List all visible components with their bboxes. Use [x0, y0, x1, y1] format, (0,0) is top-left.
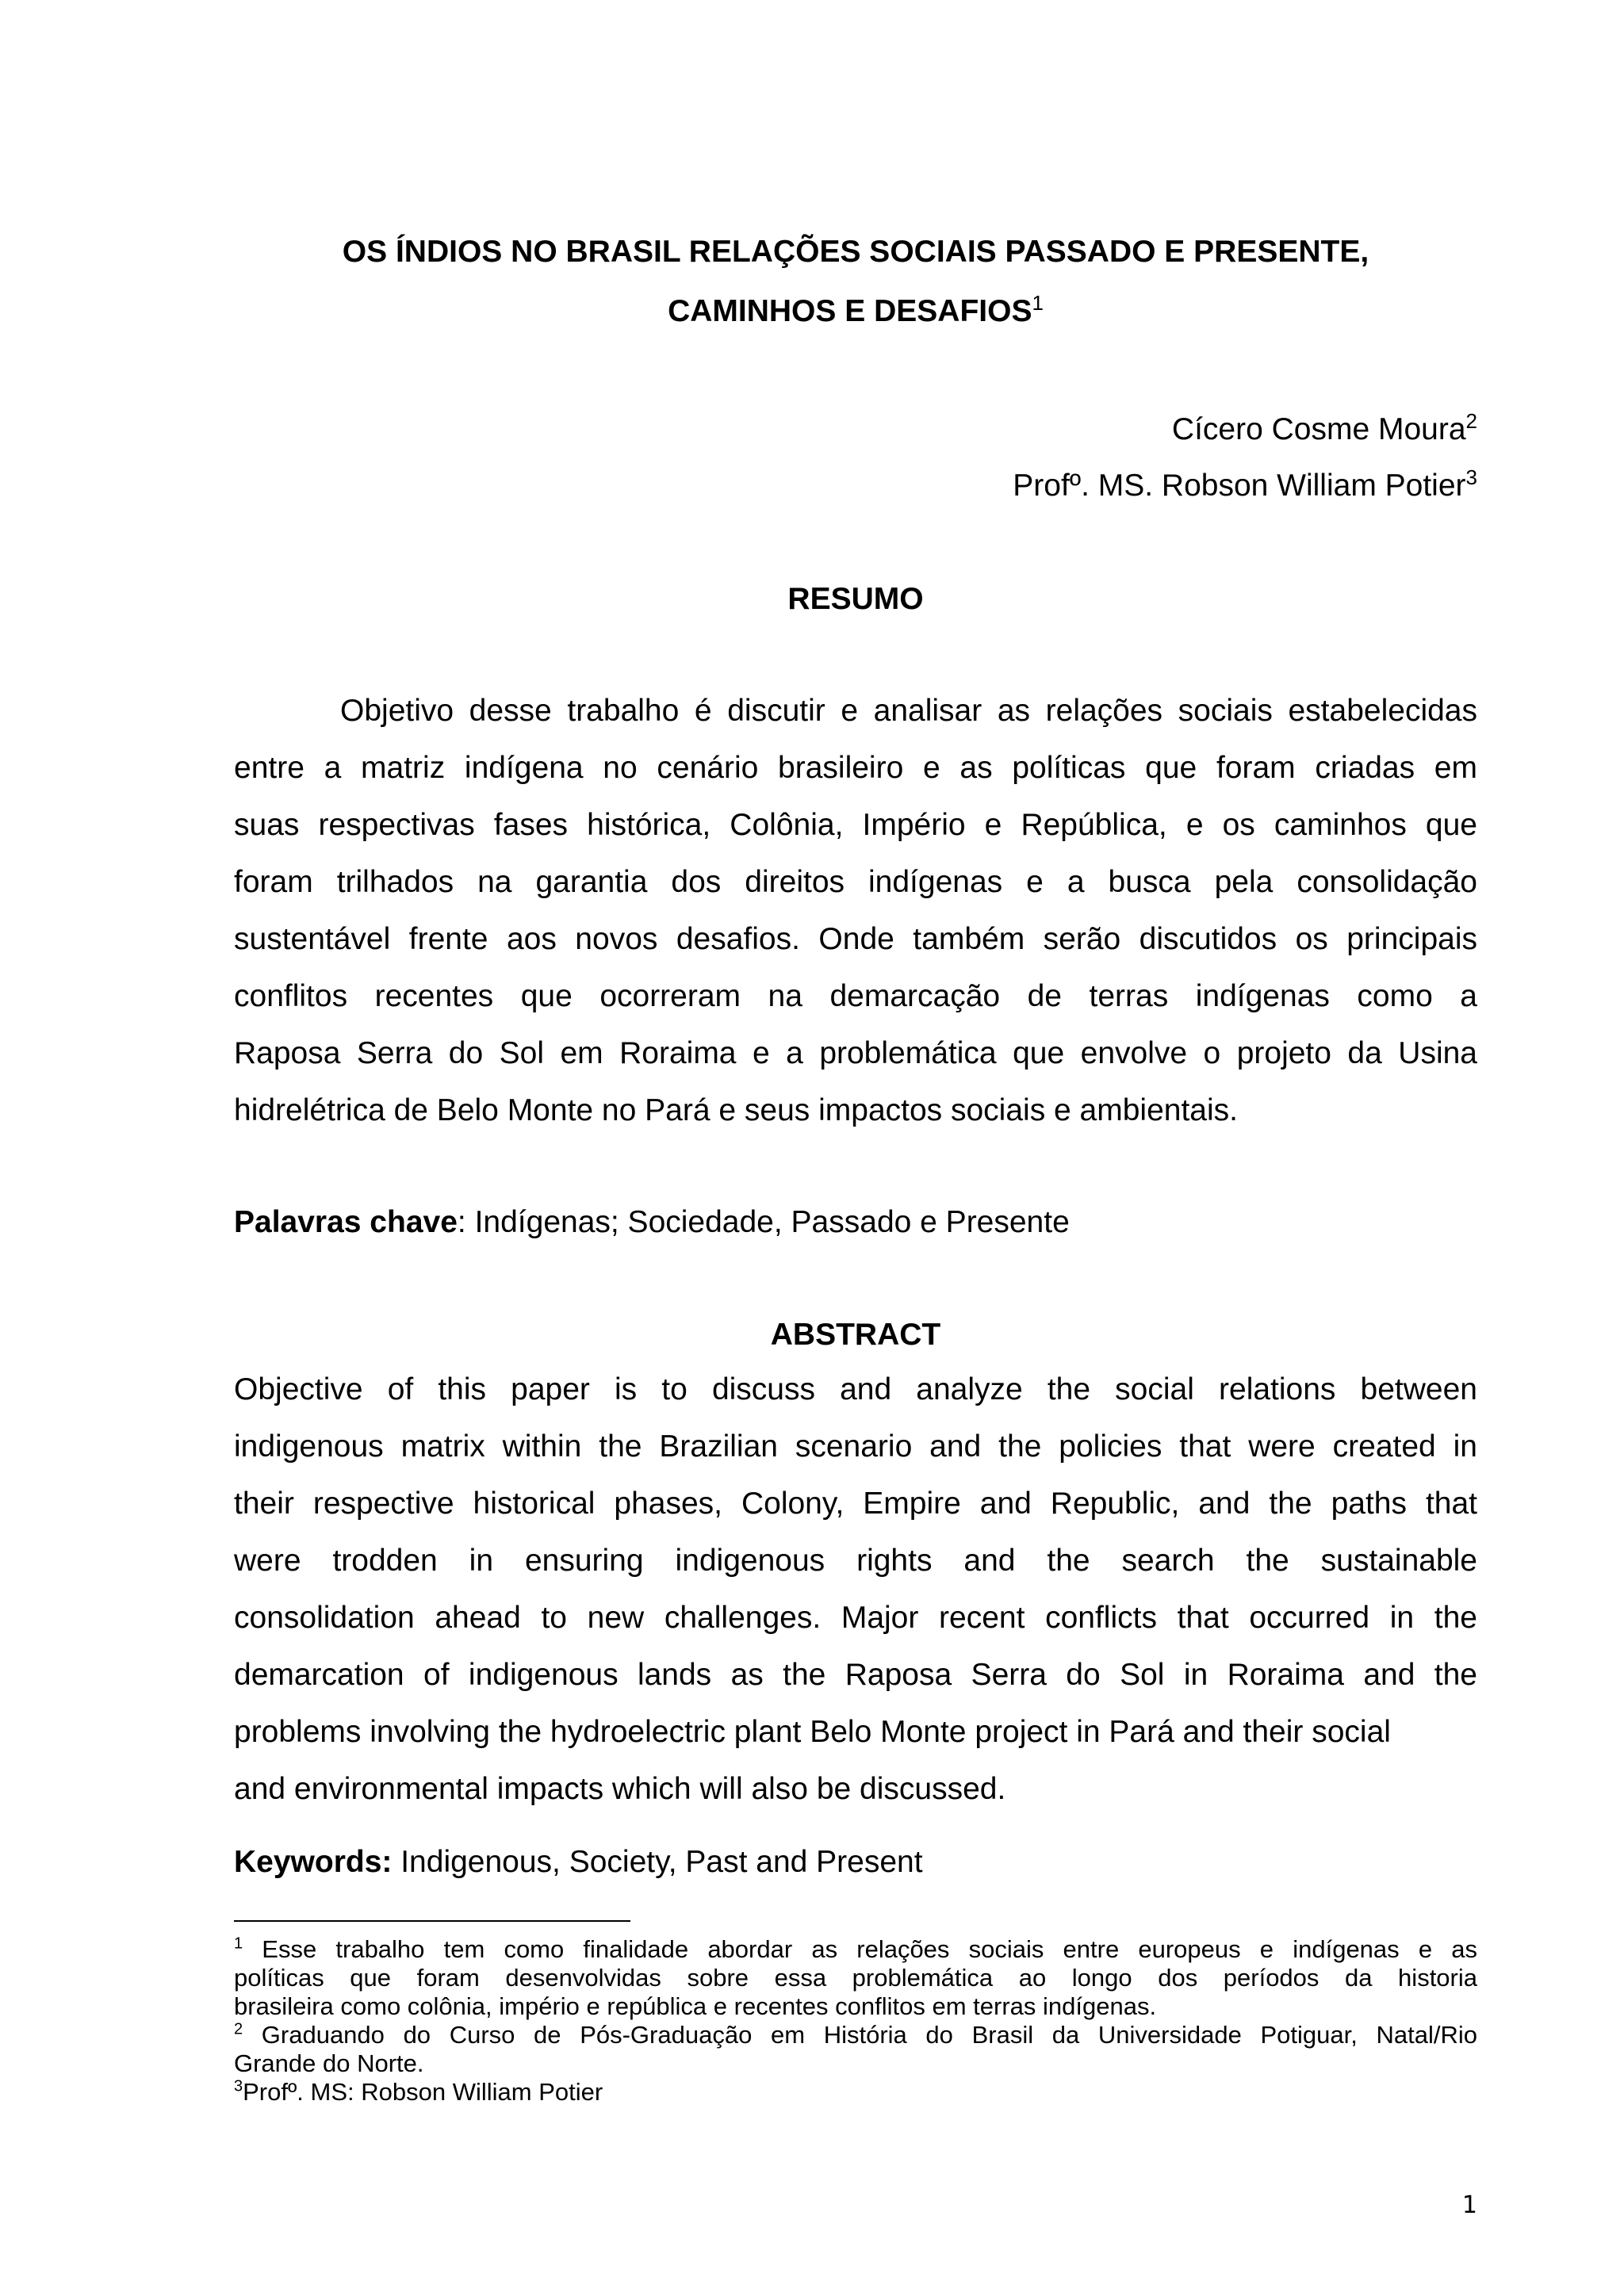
author-1-name: Cícero Cosme Moura — [1171, 412, 1466, 446]
paper-title-text-2: CAMINHOS E DESAFIOS — [668, 294, 1032, 328]
footnote-1-line: políticas que foram desenvolvidas sobre essa problemática ao longo dos períodos da historia — [234, 1964, 1477, 1992]
footnotes — [234, 1935, 1477, 2107]
title-footnote-ref[interactable]: 1 — [1032, 291, 1044, 315]
abstract-line: Objective of this paper is to discuss and analyze the social relations between — [234, 1372, 1477, 1406]
palavras-chave — [234, 1194, 1477, 1251]
resumo-line: Objetivo desse trabalho é discutir e analisar as relações sociais estabelecidas — [340, 694, 1477, 728]
resumo-line: hidrelétrica de Belo Monte no Pará e seus impactos sociais e ambientais. — [234, 1093, 1238, 1127]
footnote-1-number: 1 — [234, 1934, 243, 1953]
author-2-footnote-ref[interactable]: 3 — [1465, 465, 1477, 489]
author-1-footnote-ref[interactable]: 2 — [1465, 409, 1477, 433]
resumo-line: Raposa Serra do Sol em Roraima e a problemática que envolve o projeto da Usina — [234, 1036, 1477, 1070]
abstract-line: and environmental impacts which will also be discussed. — [234, 1772, 1006, 1806]
resumo-line: entre a matriz indígena no cenário brasileiro e as políticas que foram criadas em — [234, 751, 1477, 785]
page-number: 1 — [1461, 2191, 1477, 2219]
footnote-2-number: 2 — [234, 2020, 243, 2038]
author-2 — [1013, 457, 1477, 515]
author-2-name: Profº. MS. Robson William Potier — [1013, 469, 1466, 503]
author-1 — [1172, 401, 1477, 458]
footnote-2-line — [234, 2021, 1477, 2049]
footnote-3-text: Profº. MS: Robson William Potier — [243, 2078, 603, 2106]
paper-title-line-2 — [234, 283, 1477, 340]
abstract-line: their respective historical phases, Colony, Empire and Republic, and the paths that — [234, 1487, 1477, 1521]
footnote-2-line: Grande do Norte. — [234, 2049, 424, 2077]
footnote-separator — [234, 1920, 630, 1922]
keywords-text: Indigenous, Society, Past and Present — [392, 1845, 923, 1879]
palavras-chave-text: : Indígenas; Sociedade, Passado e Presente — [457, 1205, 1070, 1239]
abstract-heading: ABSTRACT — [770, 1318, 941, 1352]
resumo-line: sustentável frente aos novos desafios. Onde também serão discutidos os principais — [234, 922, 1477, 956]
paper-title-line-1 — [234, 224, 1477, 281]
resumo-heading: RESUMO — [787, 582, 924, 616]
footnote-3-line — [234, 2078, 1477, 2107]
footnote-1-text: Esse trabalho tem como finalidade abordar as relações sociais entre europeus e indígenas e as — [243, 1935, 1477, 1963]
resumo-line: conflitos recentes que ocorreram na demarcação de terras indígenas como a — [234, 979, 1477, 1013]
abstract-line: were trodden in ensuring indigenous rights and the search the sustainable — [234, 1544, 1477, 1578]
footnote-1-line — [234, 1935, 1477, 1964]
abstract-line: indigenous matrix within the Brazilian scenario and the policies that were created in — [234, 1429, 1477, 1464]
footnote-2-text: Graduando do Curso de Pós-Graduação em História do Brasil da Universidade Potiguar, Natal/Rio — [243, 2021, 1477, 2049]
footnote-1-line: brasileira como colônia, império e república e recentes conflitos em terras indígenas. — [234, 1992, 1157, 2020]
abstract-line: problems involving the hydroelectric plant Belo Monte project in Pará and their social — [234, 1715, 1391, 1749]
keywords-label: Keywords: — [234, 1845, 393, 1879]
keywords — [234, 1834, 1477, 1891]
abstract-line: consolidation ahead to new challenges. Major recent conflicts that occurred in the — [234, 1601, 1477, 1635]
abstract-paragraph — [234, 1361, 1477, 1818]
abstract-line: demarcation of indigenous lands as the Raposa Serra do Sol in Roraima and the — [234, 1658, 1477, 1692]
palavras-chave-label: Palavras chave — [234, 1205, 458, 1239]
resumo-line: suas respectivas fases histórica, Colônia, Império e República, e os caminhos que — [234, 808, 1477, 842]
paper-title-text-1: OS ÍNDIOS NO BRASIL RELAÇÕES SOCIAIS PASSADO E PRESENTE, — [342, 235, 1369, 269]
resumo-line: foram trilhados na garantia dos direitos indígenas e a busca pela consolidação — [234, 865, 1477, 899]
resumo-paragraph — [234, 683, 1477, 1139]
footnote-3-number: 3 — [234, 2077, 243, 2095]
